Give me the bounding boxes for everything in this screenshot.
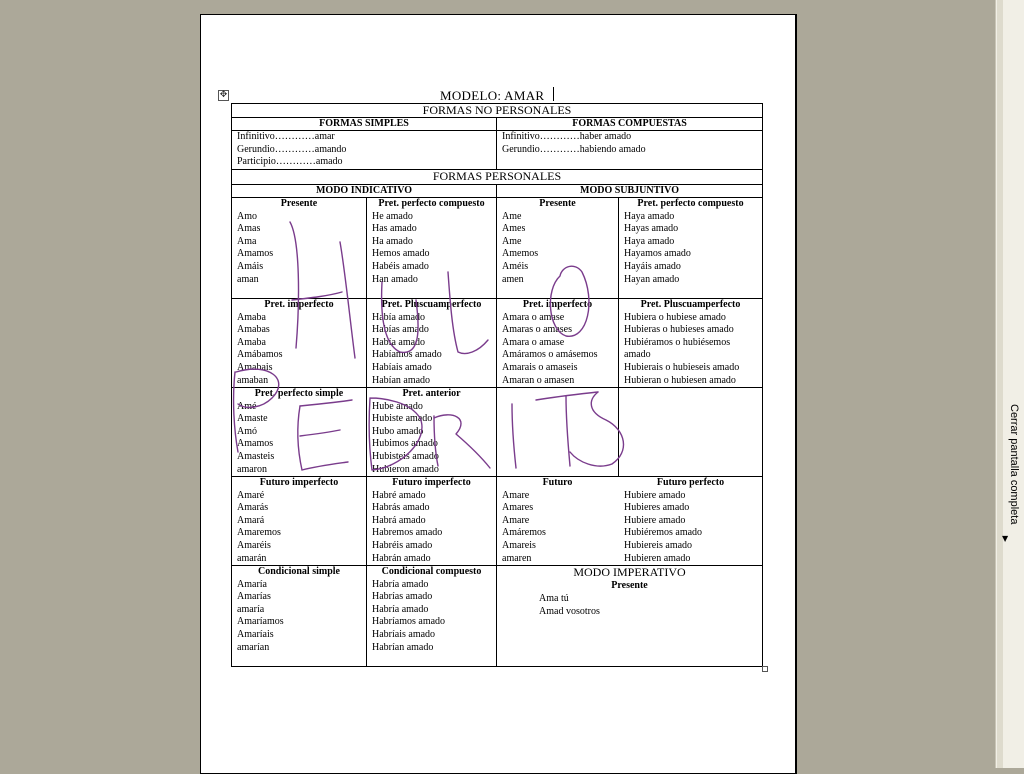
verb-form: Gerundio…………habiendo amado	[502, 143, 646, 155]
verb-form: Habréis amado	[372, 539, 433, 551]
verb-form: Amarás	[237, 502, 269, 514]
close-fullscreen-button[interactable]: Cerrar pantalla completa	[1008, 404, 1020, 525]
verb-form: amaría	[237, 603, 265, 615]
verb-form: Hubierais o hubieseis amado	[624, 361, 740, 373]
tense-cell	[367, 299, 496, 387]
tense-cell	[232, 388, 366, 476]
simples-heading: FORMAS SIMPLES	[319, 118, 409, 129]
tense-title: Pret. Pluscuamperfecto	[381, 299, 482, 310]
verb-form: Amaremos	[237, 527, 281, 539]
tense-title: Presente	[280, 198, 318, 209]
verb-form: Amarías	[237, 591, 271, 603]
verb-form: Había amado	[372, 311, 426, 323]
verb-form: Amaran o amasen	[502, 374, 575, 386]
verb-form: Amaras o amases	[502, 324, 572, 336]
tense-title: Pret. Pluscuamperfecto	[640, 299, 741, 310]
verb-form: Hubieron amado	[372, 463, 439, 475]
verb-form: Amo	[237, 210, 257, 222]
personales-heading: FORMAS PERSONALES	[432, 169, 562, 183]
verb-form: Habremos amado	[372, 527, 443, 539]
table-move-handle-icon[interactable]: ✥	[219, 90, 228, 100]
tense-cell	[232, 477, 366, 565]
verb-form: Han amado	[372, 273, 418, 285]
verb-form: Amó	[237, 425, 257, 437]
dropdown-arrow-icon[interactable]: ▼	[1002, 534, 1009, 543]
verb-form: Gerundio…………amando	[237, 143, 347, 155]
verb-form: Haya amado	[624, 210, 675, 222]
compuestas-forms	[497, 131, 759, 156]
verb-form: amaron	[237, 463, 267, 475]
verb-form: Hubieran o hubiesen amado	[624, 374, 736, 386]
verb-form: Ama tú	[539, 593, 569, 604]
toolbar-grip[interactable]	[997, 0, 1003, 768]
verb-form: Hubieras o hubieses amado	[624, 324, 734, 336]
verb-form: amado	[624, 349, 651, 361]
verb-form: Amábamos	[237, 349, 283, 361]
verb-form: Amáramos o amásemos	[502, 349, 598, 361]
verb-form: Hubisteis amado	[372, 450, 439, 462]
verb-form: Habrías amado	[372, 591, 433, 603]
verb-form: Amareis	[502, 539, 536, 551]
verb-form: Habrían amado	[372, 641, 434, 653]
verb-form: Hayan amado	[624, 273, 680, 285]
verb-form: Hubiereis amado	[624, 539, 693, 551]
verb-form: Has amado	[372, 223, 417, 235]
verb-form: Habíamos amado	[372, 349, 442, 361]
tense-cell	[497, 299, 618, 387]
verb-form: Amasteis	[237, 450, 275, 462]
tense-title: Pret. imperfecto	[522, 299, 593, 310]
no-personales-heading: FORMAS NO PERSONALES	[422, 103, 572, 117]
verb-form: Amaba	[237, 311, 266, 323]
verb-form: Habré amado	[372, 489, 426, 501]
verb-form: Amabais	[237, 361, 273, 373]
verb-form: He amado	[372, 210, 413, 222]
tense-title: Pret. imperfecto	[264, 299, 334, 310]
tense-title: Pret. anterior	[402, 388, 461, 399]
verb-form: Infinitivo…………haber amado	[502, 131, 632, 142]
verb-form: Amaréis	[237, 539, 271, 551]
verb-form: Amaré	[237, 489, 265, 501]
subjuntivo-heading: MODO SUBJUNTIVO	[580, 185, 679, 196]
imperativo-heading: MODO IMPERATIVO	[573, 565, 686, 579]
tense-title: Condicional simple	[258, 566, 340, 577]
verb-form: Habíais amado	[372, 361, 432, 373]
verb-form: Amaríais	[237, 628, 274, 640]
tense-title: Pret. perfecto compuesto	[378, 198, 485, 209]
tense-cell	[497, 477, 618, 565]
tense-cell	[232, 198, 366, 286]
verb-form: Ame	[502, 235, 522, 247]
verb-form: Ame	[502, 210, 522, 222]
tense-title: Condicional compuesto	[381, 566, 482, 577]
tense-title: Futuro	[542, 477, 573, 488]
verb-form: Amemos	[502, 248, 539, 260]
verb-form: Hubimos amado	[372, 438, 438, 450]
verb-form: Habrás amado	[372, 502, 430, 514]
verb-form: Habríamos amado	[372, 616, 446, 628]
tense-cell	[367, 477, 496, 565]
verb-form: Amarais o amaseis	[502, 361, 578, 373]
verb-form: Hayáis amado	[624, 260, 681, 272]
tense-cell	[619, 299, 762, 387]
fullscreen-toolbar	[995, 0, 1024, 768]
verb-form: Habían amado	[372, 374, 431, 386]
verb-form: Haya amado	[624, 235, 675, 247]
verb-form: Ha amado	[372, 235, 413, 247]
tense-title: Futuro imperfecto	[259, 477, 339, 488]
text-cursor	[553, 87, 554, 101]
indicativo-heading: MODO INDICATIVO	[315, 185, 412, 196]
table-resize-handle[interactable]	[762, 666, 768, 672]
tense-title: Pret. perfecto simple	[254, 388, 344, 399]
verb-form: Amas	[237, 223, 261, 235]
verb-form: Había amado	[372, 336, 426, 348]
verb-form: Ames	[502, 223, 526, 235]
verb-form: Hemos amado	[372, 248, 430, 260]
tense-cell	[367, 388, 496, 476]
verb-form: Hube amado	[372, 400, 423, 412]
verb-form: Hubiera o hubiese amado	[624, 311, 726, 323]
compuestas-heading: FORMAS COMPUESTAS	[572, 118, 687, 129]
tense-cell	[619, 198, 762, 286]
verb-form: Hubiéremos amado	[624, 527, 703, 539]
verb-form: Amaste	[237, 413, 268, 425]
verb-form: Amabas	[237, 324, 270, 336]
verb-form: Hubiere amado	[624, 514, 686, 526]
verb-form: amen	[502, 273, 524, 285]
verb-form: Habría amado	[372, 578, 429, 590]
verb-form: Participio…………amado	[237, 156, 343, 168]
verb-form: amaren	[502, 552, 532, 564]
imperativo-subheading: Presente	[611, 580, 648, 591]
tense-title: Futuro perfecto	[656, 477, 725, 488]
verb-form: Amare	[502, 489, 530, 501]
verb-form: Amara o amase	[502, 336, 565, 348]
tense-title: Futuro imperfecto	[392, 477, 471, 488]
verb-form: Amaba	[237, 336, 266, 348]
verb-form: Amará	[237, 514, 265, 526]
verb-form: Amáis	[237, 260, 264, 272]
verb-form: aman	[237, 273, 259, 285]
verb-form: Amamos	[237, 248, 274, 260]
verb-form: Hubiere amado	[624, 489, 686, 501]
verb-form: Habrá amado	[372, 514, 426, 526]
verb-form: amarán	[237, 552, 267, 564]
verb-form: Ama	[237, 235, 257, 247]
tense-title: Pret. perfecto compuesto	[637, 198, 744, 209]
verb-form: Amaría	[237, 578, 267, 590]
imperativo-forms	[539, 593, 600, 618]
verb-form: Amare	[502, 514, 530, 526]
verb-form: Habías amado	[372, 324, 429, 336]
simples-forms	[232, 131, 494, 169]
tense-cell	[497, 198, 618, 286]
verb-form: Hubiste amado	[372, 413, 433, 425]
verb-form: Améis	[502, 260, 529, 272]
verb-form: Amamos	[237, 438, 274, 450]
verb-form: Habría amado	[372, 603, 429, 615]
verb-form: Amara o amase	[502, 311, 565, 323]
verb-form: Habríais amado	[372, 628, 436, 640]
verb-form: Hubo amado	[372, 425, 424, 437]
verb-form: Hayamos amado	[624, 248, 691, 260]
tense-cell	[619, 477, 762, 565]
tense-cell	[232, 299, 366, 387]
verb-form: Habrán amado	[372, 552, 431, 564]
conjugation-table	[231, 103, 763, 667]
verb-form: Hubieres amado	[624, 502, 690, 514]
verb-form: Hubieren amado	[624, 552, 691, 564]
verb-form: Amáremos	[502, 527, 546, 539]
verb-form: Habéis amado	[372, 260, 429, 272]
verb-form: Amaríamos	[237, 616, 284, 628]
verb-form: Hubiéramos o hubiésemos	[624, 336, 731, 348]
tense-cell	[232, 566, 366, 654]
verb-form: Amé	[237, 400, 257, 412]
document-title: MODELO: AMAR	[440, 88, 545, 103]
tense-title: Presente	[539, 198, 576, 209]
verb-form: amaban	[237, 374, 269, 386]
verb-form: Amares	[502, 502, 534, 514]
tense-cell	[367, 566, 496, 654]
tense-cell	[367, 198, 496, 286]
verb-form: Amad vosotros	[539, 605, 600, 617]
verb-form: Hayas amado	[624, 223, 679, 235]
verb-form: Infinitivo…………amar	[237, 131, 335, 142]
verb-form: amarían	[237, 641, 270, 653]
